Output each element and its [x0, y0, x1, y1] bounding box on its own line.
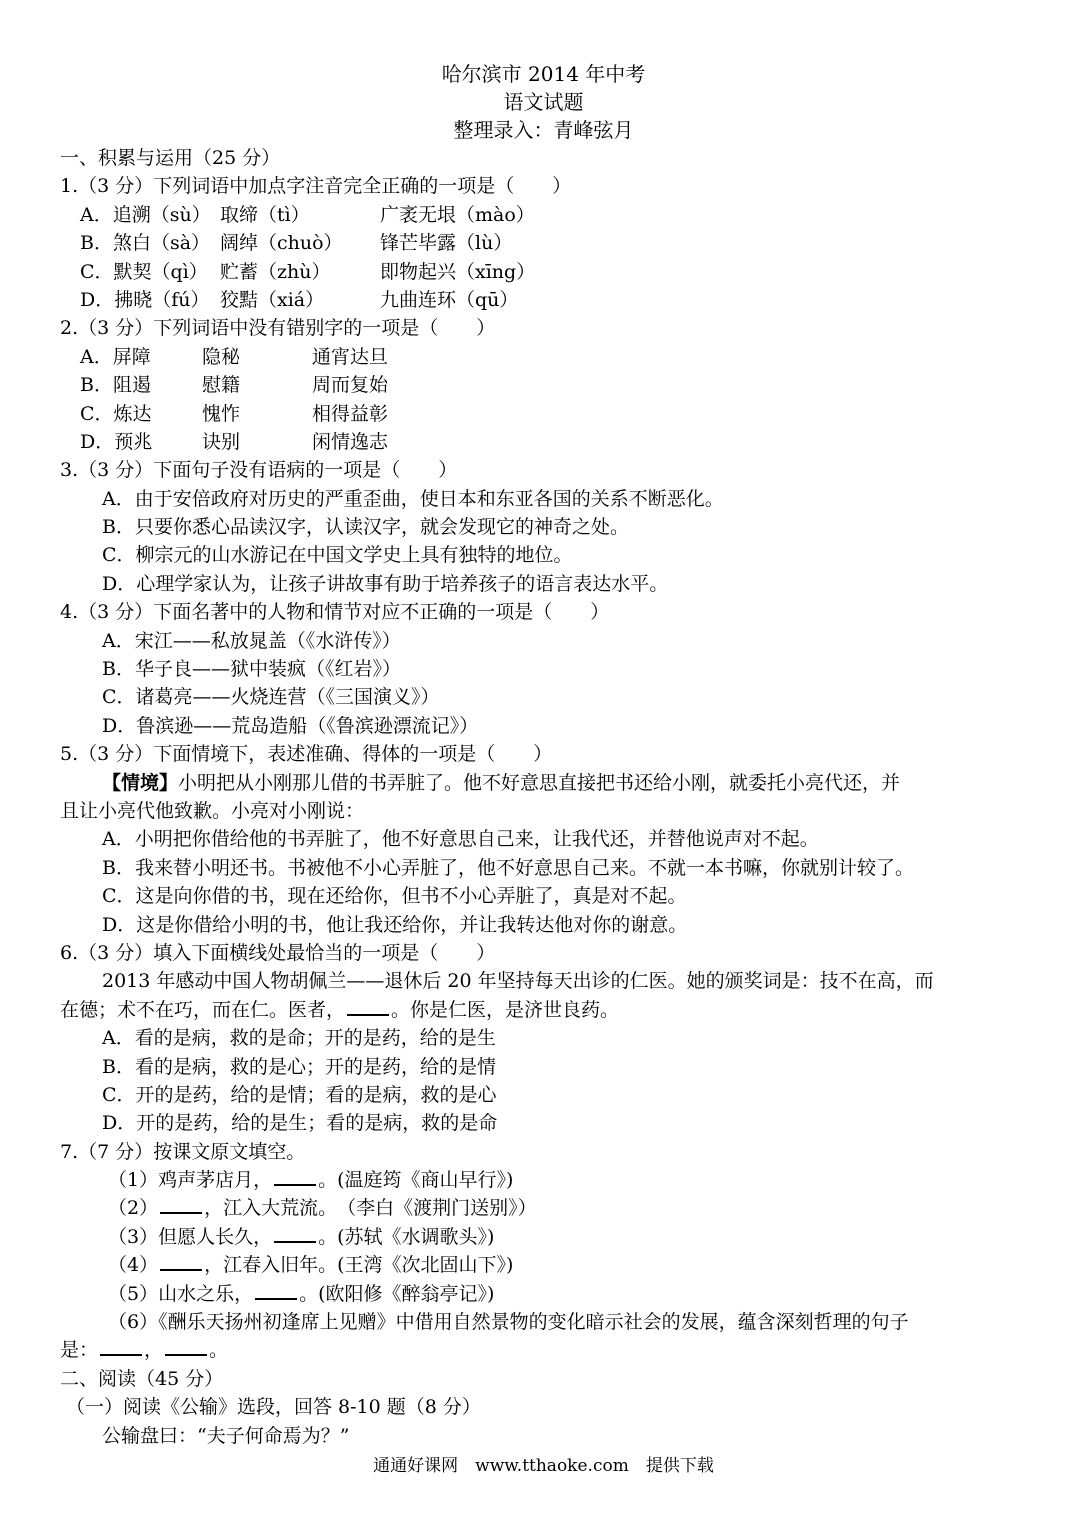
- option-cell: 慰籍: [202, 374, 241, 397]
- option-cell: D．拂晓（fú）: [80, 288, 210, 311]
- context-line: [60, 769, 1035, 797]
- option-line: B．只要你悉心品读汉字，认读汉字，就会发现它的神奇之处。: [102, 516, 629, 539]
- page-footer: 通通好课网 www.tthaoke.com 提供下载: [373, 1456, 714, 1476]
- option-cell: 九曲连环（qū）: [380, 288, 519, 311]
- fill-text: 。(温庭筠《商山早行》): [318, 1169, 514, 1192]
- fill-text: 。(欧阳修《醉翁亭记》): [299, 1282, 495, 1305]
- fill-blank: [347, 996, 389, 1016]
- option-cell: C．炼达: [80, 402, 152, 425]
- fill-item: [60, 1251, 1035, 1279]
- fill-text: ，: [144, 1339, 164, 1362]
- option-cell: 通宵达旦: [312, 345, 389, 368]
- option-cell: 锋芒毕露（lù）: [380, 232, 513, 255]
- fill-blank: [274, 1166, 316, 1186]
- option-cell: D．预兆: [80, 430, 153, 453]
- option-line: D．鲁滨逊——荒岛造船（《鲁滨逊漂流记》）: [102, 714, 479, 737]
- option-line: A．由于安倍政府对历史的严重歪曲，使日本和东亚各国的关系不断恶化。: [102, 487, 724, 510]
- fill-item: [60, 1166, 1035, 1194]
- fill-blank: [160, 1194, 202, 1214]
- option-line: B．华子良——狱中装疯（《红岩》）: [102, 658, 401, 681]
- section-heading: 二、阅读（45 分）: [60, 1367, 224, 1390]
- option-row: [60, 258, 1035, 286]
- option-cell: A．追溯（sù）: [80, 203, 211, 226]
- question-stem: 2.（3 分）下列词语中没有错别字的一项是（ ）: [60, 317, 496, 340]
- subsection-heading: （一）阅读《公输》选段，回答 8-10 题（8 分）: [66, 1396, 481, 1419]
- option-line: D．心理学家认为，让孩子讲故事有助于培养孩子的语言表达水平。: [102, 572, 669, 595]
- option-line: D．这是你借给小明的书，他让我还给你，并让我转达他对你的谢意。: [102, 913, 688, 936]
- fill-blank: [160, 1251, 202, 1271]
- option-line: A．小明把你借给他的书弄脏了，他不好意思自己来，让我代还，并替他说声对不起。: [102, 828, 819, 851]
- option-cell: 狡黠（xiá）: [220, 288, 325, 311]
- document-title: 哈尔滨市 2014 年中考: [441, 62, 646, 86]
- option-cell: 阔绰（chuò）: [220, 232, 343, 255]
- option-line: C．这是向你借的书，现在还给你，但书不小心弄脏了，真是对不起。: [102, 885, 687, 908]
- fill-item: [60, 1336, 1035, 1364]
- fill-item: （6）《酬乐天扬州初逢席上见赠》中借用自然景物的变化暗示社会的发展，蕴含深刻哲理的句子: [108, 1311, 909, 1334]
- fill-item: [60, 1280, 1035, 1308]
- fill-text: 。(苏轼《水调歌头》): [318, 1225, 495, 1248]
- option-line: A．宋江——私放晁盖（《水浒传》）: [102, 629, 401, 652]
- context-label: 【情境】: [102, 771, 179, 794]
- option-cell: 贮蓄（zhù）: [220, 260, 331, 283]
- option-row: [60, 201, 1035, 229]
- fill-text: （4）: [108, 1254, 159, 1277]
- option-cell: A．屏障: [80, 345, 151, 368]
- context-text: 小明把从小刚那儿借的书弄脏了。他不好意思直接把书还给小刚，就委托小亮代还，并: [178, 771, 901, 794]
- section-heading: 一、积累与运用（25 分）: [60, 147, 281, 169]
- option-cell: 诀别: [202, 430, 241, 453]
- option-row: [60, 229, 1035, 257]
- option-cell: 隐秘: [202, 345, 241, 368]
- option-cell: 周而复始: [312, 374, 389, 397]
- option-cell: B．煞白（sà）: [80, 232, 211, 255]
- fill-text: （5）山水之乐，: [108, 1282, 254, 1305]
- fill-text: 。: [209, 1339, 229, 1362]
- exam-content: [60, 144, 1035, 1450]
- question-stem: 6.（3 分）填入下面横线处最恰当的一项是（ ）: [60, 941, 496, 964]
- fill-text: ，江入大荒流。 （李白《渡荆门送别》）: [204, 1197, 537, 1220]
- paragraph-line: [60, 996, 1035, 1024]
- option-cell: 即物起兴（xīng）: [380, 260, 536, 283]
- question-stem: 7.（7 分）按课文原文填空。: [60, 1140, 306, 1163]
- option-cell: 相得益彰: [312, 402, 389, 425]
- option-line: C．诸葛亮——火烧连营（《三国演义》）: [102, 686, 440, 709]
- option-row: [60, 343, 1035, 371]
- fill-blank: [100, 1336, 142, 1356]
- option-line: A．看的是病，救的是命；开的是药，给的是生: [102, 1027, 496, 1050]
- fill-item: [60, 1223, 1035, 1251]
- document-header: [0, 60, 1087, 144]
- option-line: C．柳宗元的山水游记在中国文学史上具有独特的地位。: [102, 544, 573, 567]
- fill-text: 是：: [60, 1339, 99, 1362]
- option-cell: C．默契（qì）: [80, 260, 208, 283]
- option-cell: 愧怍: [202, 402, 241, 425]
- option-row: [60, 400, 1035, 428]
- paragraph-text: 。你是仁医，是济世良药。: [391, 998, 620, 1021]
- passage-line: 公输盘曰：“夫子何命焉为？”: [102, 1424, 350, 1447]
- fill-text: ，江春入旧年。(王湾《次北固山下》): [204, 1254, 514, 1277]
- option-row: [60, 371, 1035, 399]
- option-line: B．我来替小明还书。书被他不小心弄脏了，他不好意思自己来。不就一本书嘛，你就别计较了。: [102, 856, 914, 879]
- option-line: C．开的是药，给的是情；看的是病，救的是心: [102, 1083, 497, 1106]
- fill-text: （1）鸡声茅店月，: [108, 1169, 273, 1192]
- option-cell: 取缔（tì）: [220, 203, 310, 226]
- option-line: D．开的是药，给的是生；看的是病，救的是命: [102, 1112, 498, 1135]
- fill-blank: [274, 1223, 316, 1243]
- fill-blank: [165, 1336, 207, 1356]
- document-compiler: 整理录入：青峰弦月: [453, 118, 634, 142]
- option-cell: 闲情逸志: [312, 430, 389, 453]
- fill-text: （3）但愿人长久，: [108, 1225, 273, 1248]
- document-subtitle: 语文试题: [503, 90, 584, 114]
- fill-text: （2）: [108, 1197, 159, 1220]
- option-cell: B．阻遏: [80, 374, 151, 397]
- option-cell: 广袤无垠（mào）: [380, 203, 535, 226]
- option-row: [60, 286, 1035, 314]
- option-row: [60, 428, 1035, 456]
- context-line: 且让小亮代他致歉。小亮对小刚说：: [60, 799, 365, 822]
- question-stem: 4.（3 分）下面名著中的人物和情节对应不正确的一项是（ ）: [60, 601, 610, 624]
- fill-blank: [255, 1280, 297, 1300]
- fill-item: [60, 1194, 1035, 1222]
- question-stem: 3.（3 分）下面句子没有语病的一项是（ ）: [60, 459, 458, 482]
- question-stem: 5.（3 分）下面情境下，表述准确、得体的一项是（ ）: [60, 743, 553, 766]
- question-stem: 1.（3 分）下列词语中加点字注音完全正确的一项是（ ）: [60, 175, 572, 198]
- option-line: B．看的是病，救的是心；开的是药，给的是情: [102, 1055, 496, 1078]
- paragraph-line: 2013 年感动中国人物胡佩兰——退休后 20 年坚持每天出诊的仁医。她的颁奖词是：技不在高，而: [102, 970, 934, 993]
- paragraph-text: 在德；术不在巧，而在仁。医者，: [60, 998, 346, 1021]
